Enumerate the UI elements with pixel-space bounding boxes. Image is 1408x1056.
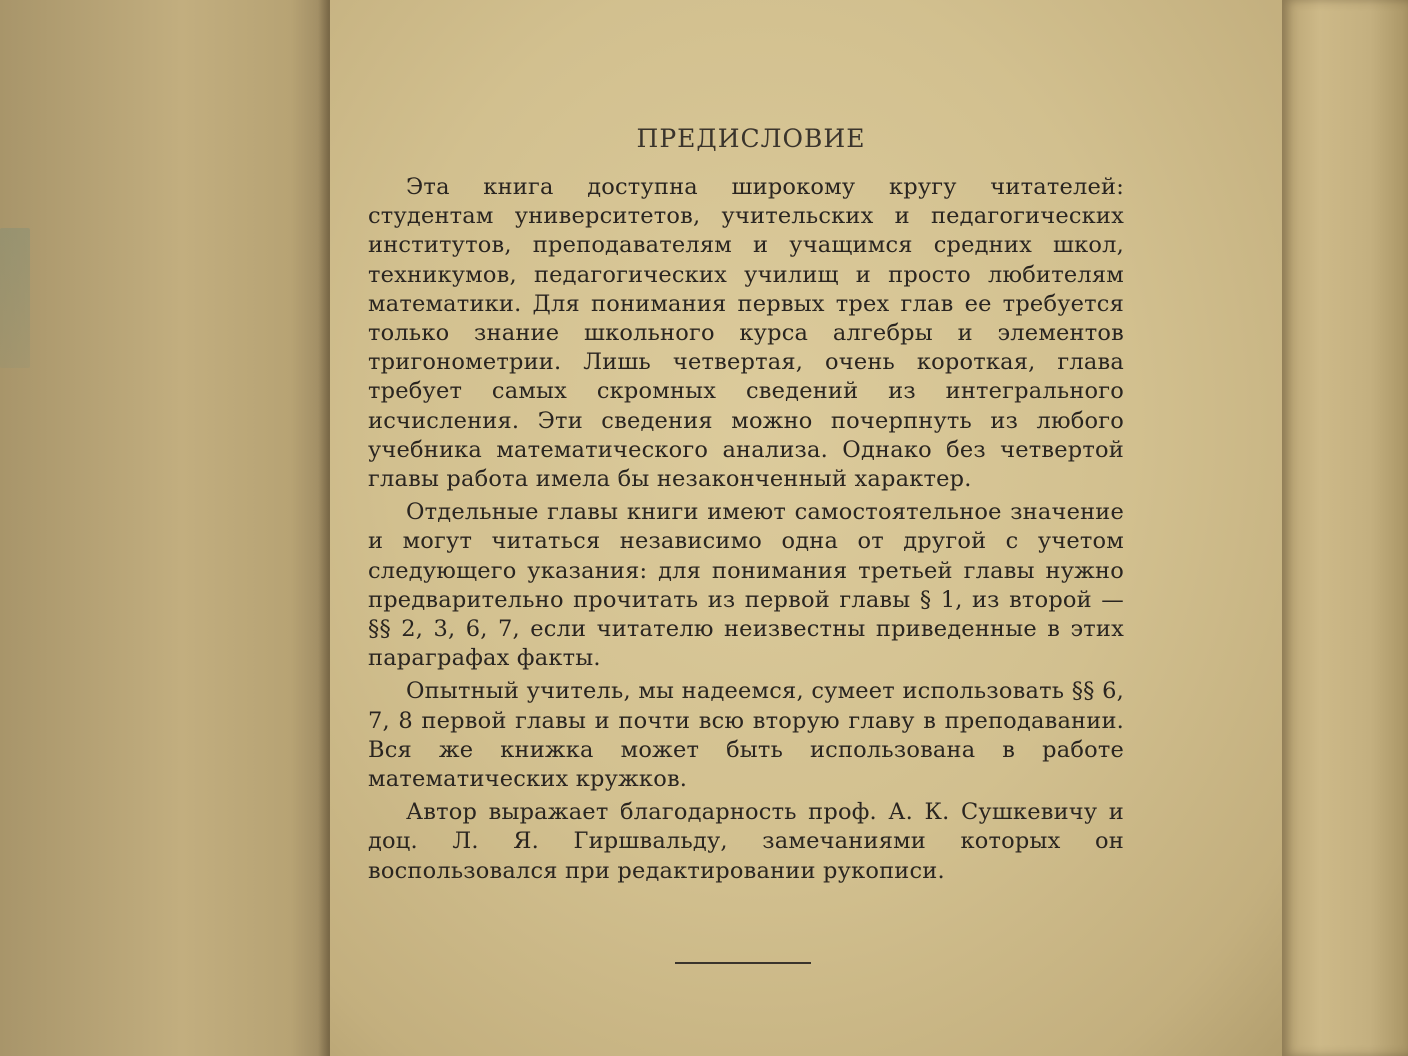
preface-paragraph-2: Отдельные главы книги имеют самостоятельное значение и могут читаться независимо одна от другой с учетом следующего указания: для понимания третьей главы нужно предварительно прочитать из первой главы § 1, из второй — §§ 2, 3, 6, 7, если читателю неизвестны приведенные в этих параграфах факты. <box>368 499 1124 672</box>
preface-heading: ПРЕДИСЛОВИЕ <box>636 124 866 153</box>
left-page-bleed-through <box>0 228 30 368</box>
preface-paragraph-3: Опытный учитель, мы надеемся, сумеет использовать §§ 6, 7, 8 первой главы и почти всю вторую главу в преподавании. Вся же книжка может быть использована в работе математических кружков. <box>368 678 1124 793</box>
page-edge <box>1282 0 1408 1056</box>
end-rule <box>675 962 811 964</box>
preface-text-block <box>368 124 1124 890</box>
left-page <box>0 0 330 1056</box>
preface-paragraph-4: Автор выражает благодарность проф. А. К. Сушкевичу и доц. Л. Я. Гиршвальду, замечаниями которых он воспользовался при редактировании рукописи. <box>368 799 1124 884</box>
preface-paragraph-1: Эта книга доступна широкому кругу читателей: студентам университетов, учительских и педагогических институтов, преподавателям и учащимся средних школ, техникумов, педагогических училищ и просто любителям математики. Для понимания первых трех глав ее требуется только знание школьного курса алгебры и элементов тригонометрии. Лишь четвертая, очень короткая, глава требует самых скромных сведений из интегрального исчисления. Эти сведения можно почерпнуть из любого учебника математического анализа. Однако без четвертой главы работа имела бы незаконченный характер. <box>368 174 1124 493</box>
